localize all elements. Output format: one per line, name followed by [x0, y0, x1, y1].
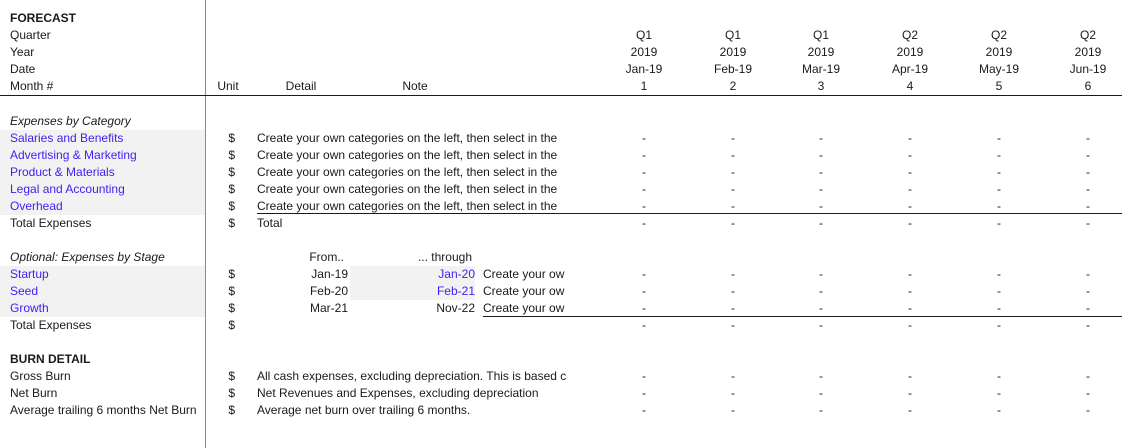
category-total-month-3[interactable]: - [819, 216, 823, 230]
unit-column-header: Unit [217, 79, 239, 93]
stage-from-header: From.. [309, 250, 344, 264]
stage-total-month-1[interactable]: - [642, 318, 646, 332]
burn-label: Gross Burn [10, 369, 71, 383]
burn-2-month-5[interactable]: - [997, 403, 1001, 417]
stage-from-date: Mar-21 [309, 301, 348, 315]
header-num-month-4[interactable]: 4 [906, 79, 914, 93]
burn-detail: Average net burn over trailing 6 months. [257, 403, 471, 417]
burn-section-title: BURN DETAIL [10, 352, 91, 366]
header-num-month-2[interactable]: 2 [729, 79, 737, 93]
category-4-month-6[interactable]: - [1086, 199, 1090, 213]
category-total-month-2[interactable]: - [731, 216, 735, 230]
category-1-month-4[interactable]: - [908, 148, 912, 162]
header-label-year: Year [10, 45, 35, 59]
category-4-month-2[interactable]: - [731, 199, 735, 213]
category-1-month-6[interactable]: - [1086, 148, 1090, 162]
burn-unit: $ [228, 386, 235, 400]
burn-0-month-5[interactable]: - [997, 369, 1001, 383]
category-label[interactable]: Legal and Accounting [0, 181, 205, 198]
header-date-month-2[interactable]: Feb-19 [713, 62, 753, 76]
category-row [0, 130, 1122, 147]
category-3-month-3[interactable]: - [819, 182, 823, 196]
category-2-month-4[interactable]: - [908, 165, 912, 179]
burn-2-month-4[interactable]: - [908, 403, 912, 417]
category-1-month-2[interactable]: - [731, 148, 735, 162]
category-detail: Create your own categories on the left, then select in the [257, 131, 558, 145]
header-year-month-5[interactable]: 2019 [985, 45, 1013, 59]
category-3-month-6[interactable]: - [1086, 182, 1090, 196]
header-num-month-1[interactable]: 1 [640, 79, 648, 93]
burn-0-month-2[interactable]: - [731, 369, 735, 383]
stage-2-month-4[interactable]: - [908, 301, 912, 315]
category-total-label: Total Expenses [10, 216, 92, 230]
header-date-month-5[interactable]: May-19 [978, 62, 1019, 76]
burn-section-title-row [0, 351, 1122, 368]
category-total-detail: Total [257, 216, 283, 230]
category-unit: $ [228, 182, 235, 196]
stage-unit: $ [228, 301, 235, 315]
stage-total-label: Total Expenses [10, 318, 92, 332]
burn-label: Net Burn [10, 386, 58, 400]
burn-1-month-4[interactable]: - [908, 386, 912, 400]
stage-label[interactable]: Seed [0, 283, 205, 300]
stage-from-date: Jan-19 [311, 267, 348, 281]
stage-total-month-3[interactable]: - [819, 318, 823, 332]
stage-0-month-2[interactable]: - [731, 267, 735, 281]
header-year-month-3[interactable]: 2019 [807, 45, 835, 59]
note-column-header: Note [402, 79, 428, 93]
category-label[interactable]: Product & Materials [0, 164, 205, 181]
header-num-month-3[interactable]: 3 [817, 79, 825, 93]
category-2-month-5[interactable]: - [997, 165, 1001, 179]
burn-row [0, 368, 1122, 385]
stage-total-unit: $ [228, 318, 235, 332]
category-unit: $ [228, 199, 235, 213]
header-date-month-4[interactable]: Apr-19 [891, 62, 929, 76]
stage-2-month-6[interactable]: - [1086, 301, 1090, 315]
burn-label: Average trailing 6 months Net Burn [10, 403, 197, 417]
category-detail: Create your own categories on the left, then select in the [257, 182, 558, 196]
burn-1-month-2[interactable]: - [731, 386, 735, 400]
category-detail: Create your own categories on the left, then select in the [257, 199, 558, 213]
burn-row [0, 402, 1122, 419]
stage-1-month-4[interactable]: - [908, 284, 912, 298]
stage-0-month-3[interactable]: - [819, 267, 823, 281]
stage-unit: $ [228, 267, 235, 281]
category-0-month-2[interactable]: - [731, 131, 735, 145]
stage-total-month-4[interactable]: - [908, 318, 912, 332]
stage-1-month-6[interactable]: - [1086, 284, 1090, 298]
header-quarter-month-6[interactable]: Q2 [1079, 28, 1096, 42]
category-total-month-1[interactable]: - [642, 216, 646, 230]
header-quarter-month-4[interactable]: Q2 [901, 28, 918, 42]
category-0-month-4[interactable]: - [908, 131, 912, 145]
category-4-month-3[interactable]: - [819, 199, 823, 213]
category-0-month-6[interactable]: - [1086, 131, 1090, 145]
stage-0-month-1[interactable]: - [642, 267, 646, 281]
burn-1-month-1[interactable]: - [642, 386, 646, 400]
category-total-month-5[interactable]: - [997, 216, 1001, 230]
stage-1-month-1[interactable]: - [642, 284, 646, 298]
category-4-month-5[interactable]: - [997, 199, 1001, 213]
stage-from-date: Feb-20 [309, 284, 348, 298]
category-row [0, 181, 1122, 198]
category-section-title: Expenses by Category [10, 114, 131, 128]
stage-2-month-2[interactable]: - [731, 301, 735, 315]
category-row [0, 147, 1122, 164]
stage-unit: $ [228, 284, 235, 298]
burn-2-month-1[interactable]: - [642, 403, 646, 417]
header-year-month-2[interactable]: 2019 [719, 45, 747, 59]
category-1-month-3[interactable]: - [819, 148, 823, 162]
stage-2-month-5[interactable]: - [997, 301, 1001, 315]
category-total-month-6[interactable]: - [1086, 216, 1090, 230]
burn-detail: Net Revenues and Expenses, excluding depreciation [257, 386, 539, 400]
stage-total-row [0, 317, 1122, 334]
forecast-title: FORECAST [10, 11, 76, 25]
header-date-month-6[interactable]: Jun-19 [1069, 62, 1107, 76]
category-total-row [0, 215, 1122, 232]
category-total-unit: $ [228, 216, 235, 230]
stage-note: Create your ow [483, 267, 565, 281]
stage-total-month-5[interactable]: - [997, 318, 1001, 332]
burn-unit: $ [228, 403, 235, 417]
category-2-month-2[interactable]: - [731, 165, 735, 179]
stage-2-month-1[interactable]: - [642, 301, 646, 315]
header-year-month-4[interactable]: 2019 [896, 45, 924, 59]
burn-row [0, 385, 1122, 402]
stage-0-month-6[interactable]: - [1086, 267, 1090, 281]
category-0-month-3[interactable]: - [819, 131, 823, 145]
stage-section-title-row [0, 249, 1122, 266]
category-label[interactable]: Overhead [0, 198, 205, 215]
header-row-quarter [0, 27, 1122, 44]
category-1-month-1[interactable]: - [642, 148, 646, 162]
stage-row [0, 283, 1122, 300]
header-num-month-6[interactable]: 6 [1084, 79, 1092, 93]
category-4-month-1[interactable]: - [642, 199, 646, 213]
category-2-month-3[interactable]: - [819, 165, 823, 179]
category-unit: $ [228, 131, 235, 145]
burn-1-month-5[interactable]: - [997, 386, 1001, 400]
header-date-month-3[interactable]: Mar-19 [801, 62, 840, 76]
category-2-month-1[interactable]: - [642, 165, 646, 179]
category-unit: $ [228, 148, 235, 162]
stage-total-month-2[interactable]: - [731, 318, 735, 332]
header-quarter-month-2[interactable]: Q1 [724, 28, 741, 42]
category-3-month-4[interactable]: - [908, 182, 912, 196]
header-underline [0, 95, 1122, 96]
stage-through-date: Nov-22 [436, 301, 475, 315]
burn-0-month-1[interactable]: - [642, 369, 646, 383]
category-4-month-4[interactable]: - [908, 199, 912, 213]
category-2-month-6[interactable]: - [1086, 165, 1090, 179]
stage-0-month-5[interactable]: - [997, 267, 1001, 281]
detail-column-header: Detail [285, 79, 317, 93]
header-year-month-6[interactable]: 2019 [1074, 45, 1102, 59]
stage-row [0, 300, 1122, 317]
header-num-month-5[interactable]: 5 [995, 79, 1003, 93]
stage-label[interactable]: Startup [0, 266, 205, 283]
header-quarter-month-1[interactable]: Q1 [635, 28, 652, 42]
category-1-month-5[interactable]: - [997, 148, 1001, 162]
stage-row [0, 266, 1122, 283]
category-total-underline [257, 213, 1122, 214]
stage-1-month-5[interactable]: - [997, 284, 1001, 298]
stage-note: Create your ow [483, 301, 565, 315]
header-quarter-month-3[interactable]: Q1 [812, 28, 829, 42]
header-date-month-1[interactable]: Jan-19 [625, 62, 663, 76]
category-label[interactable]: Advertising & Marketing [0, 147, 205, 164]
category-detail: Create your own categories on the left, then select in the [257, 165, 558, 179]
category-detail: Create your own categories on the left, then select in the [257, 148, 558, 162]
header-row-year [0, 44, 1122, 61]
burn-1-month-3[interactable]: - [819, 386, 823, 400]
category-3-month-2[interactable]: - [731, 182, 735, 196]
stage-note: Create your ow [483, 284, 565, 298]
header-year-month-1[interactable]: 2019 [630, 45, 658, 59]
header-label-date: Date [10, 62, 36, 76]
header-row-date [0, 61, 1122, 78]
category-label[interactable]: Salaries and Benefits [0, 130, 205, 147]
category-total-month-4[interactable]: - [908, 216, 912, 230]
stage-through-date[interactable]: Feb-21 [350, 283, 475, 300]
category-section-title-row [0, 113, 1122, 130]
stage-1-month-2[interactable]: - [731, 284, 735, 298]
burn-detail: All cash expenses, excluding depreciation. This is based c [257, 369, 567, 383]
header-row-num [0, 78, 1122, 95]
stage-1-month-3[interactable]: - [819, 284, 823, 298]
header-label-num: Month # [10, 79, 54, 93]
burn-2-month-3[interactable]: - [819, 403, 823, 417]
burn-1-month-6[interactable]: - [1086, 386, 1090, 400]
burn-0-month-3[interactable]: - [819, 369, 823, 383]
category-unit: $ [228, 165, 235, 179]
stage-section-title: Optional: Expenses by Stage [10, 250, 165, 264]
header-quarter-month-5[interactable]: Q2 [990, 28, 1007, 42]
stage-through-date[interactable]: Jan-20 [350, 266, 475, 283]
category-row [0, 164, 1122, 181]
burn-2-month-6[interactable]: - [1086, 403, 1090, 417]
category-0-month-5[interactable]: - [997, 131, 1001, 145]
category-0-month-1[interactable]: - [642, 131, 646, 145]
stage-through-header: ... through [417, 250, 472, 264]
burn-2-month-2[interactable]: - [731, 403, 735, 417]
header-label-quarter: Quarter [10, 28, 51, 42]
stage-total-month-6[interactable]: - [1086, 318, 1090, 332]
stage-2-month-3[interactable]: - [819, 301, 823, 315]
stage-0-month-4[interactable]: - [908, 267, 912, 281]
title-row [0, 10, 1122, 27]
stage-label[interactable]: Growth [0, 300, 205, 317]
burn-0-month-6[interactable]: - [1086, 369, 1090, 383]
burn-0-month-4[interactable]: - [908, 369, 912, 383]
category-3-month-1[interactable]: - [642, 182, 646, 196]
burn-unit: $ [228, 369, 235, 383]
category-3-month-5[interactable]: - [997, 182, 1001, 196]
